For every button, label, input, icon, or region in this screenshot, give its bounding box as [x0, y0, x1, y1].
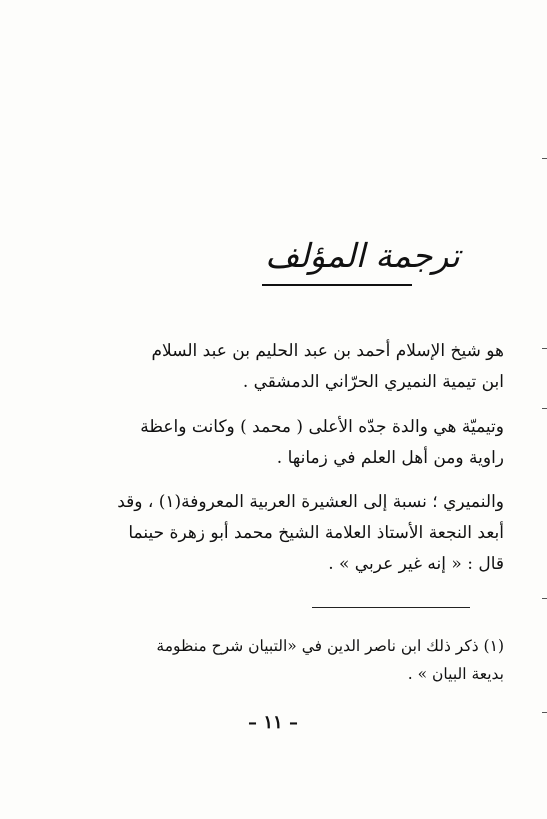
paragraph-line: والنميري ؛ نسبة إلى العشيرة العربية المعروفة(١) ، وقد: [117, 492, 504, 512]
footnote-line: (١) ذكر ذلك ابن ناصر الدين في «التبيان شرح منظومة: [156, 637, 504, 655]
page-number: – ١١ –: [248, 712, 298, 733]
footnote-line: بديعة البيان » .: [407, 665, 504, 683]
paragraph-1: [44, 336, 504, 398]
footnote-separator: [312, 607, 470, 608]
margin-mark: [542, 158, 547, 159]
margin-mark: [542, 348, 547, 349]
paragraph-line: ابن تيمية النميري الحرّاني الدمشقي .: [242, 372, 504, 392]
paragraph-line: وتيميّة هي والدة جدّه الأعلى ( محمد ) وكانت واعظة: [140, 417, 504, 437]
margin-mark: [542, 408, 547, 409]
paragraph-line: هو شيخ الإسلام أحمد بن عبد الحليم بن عبد السلام: [151, 341, 504, 361]
margin-mark: [542, 598, 547, 599]
page-title: ترجمة المؤلف: [265, 236, 460, 275]
margin-mark: [542, 712, 547, 713]
paragraph-line: أبعد النجعة الأستاذ العلامة الشيخ محمد أبو زهرة حينما: [128, 523, 504, 543]
title-underline: [262, 284, 412, 286]
footnote: [44, 632, 504, 688]
paragraph-line: راوية ومن أهل العلم في زمانها .: [276, 448, 504, 468]
paragraph-3: [44, 487, 504, 580]
paragraph-line: قال : « إنه غير عربي » .: [328, 554, 504, 574]
paragraph-2: [44, 412, 504, 474]
